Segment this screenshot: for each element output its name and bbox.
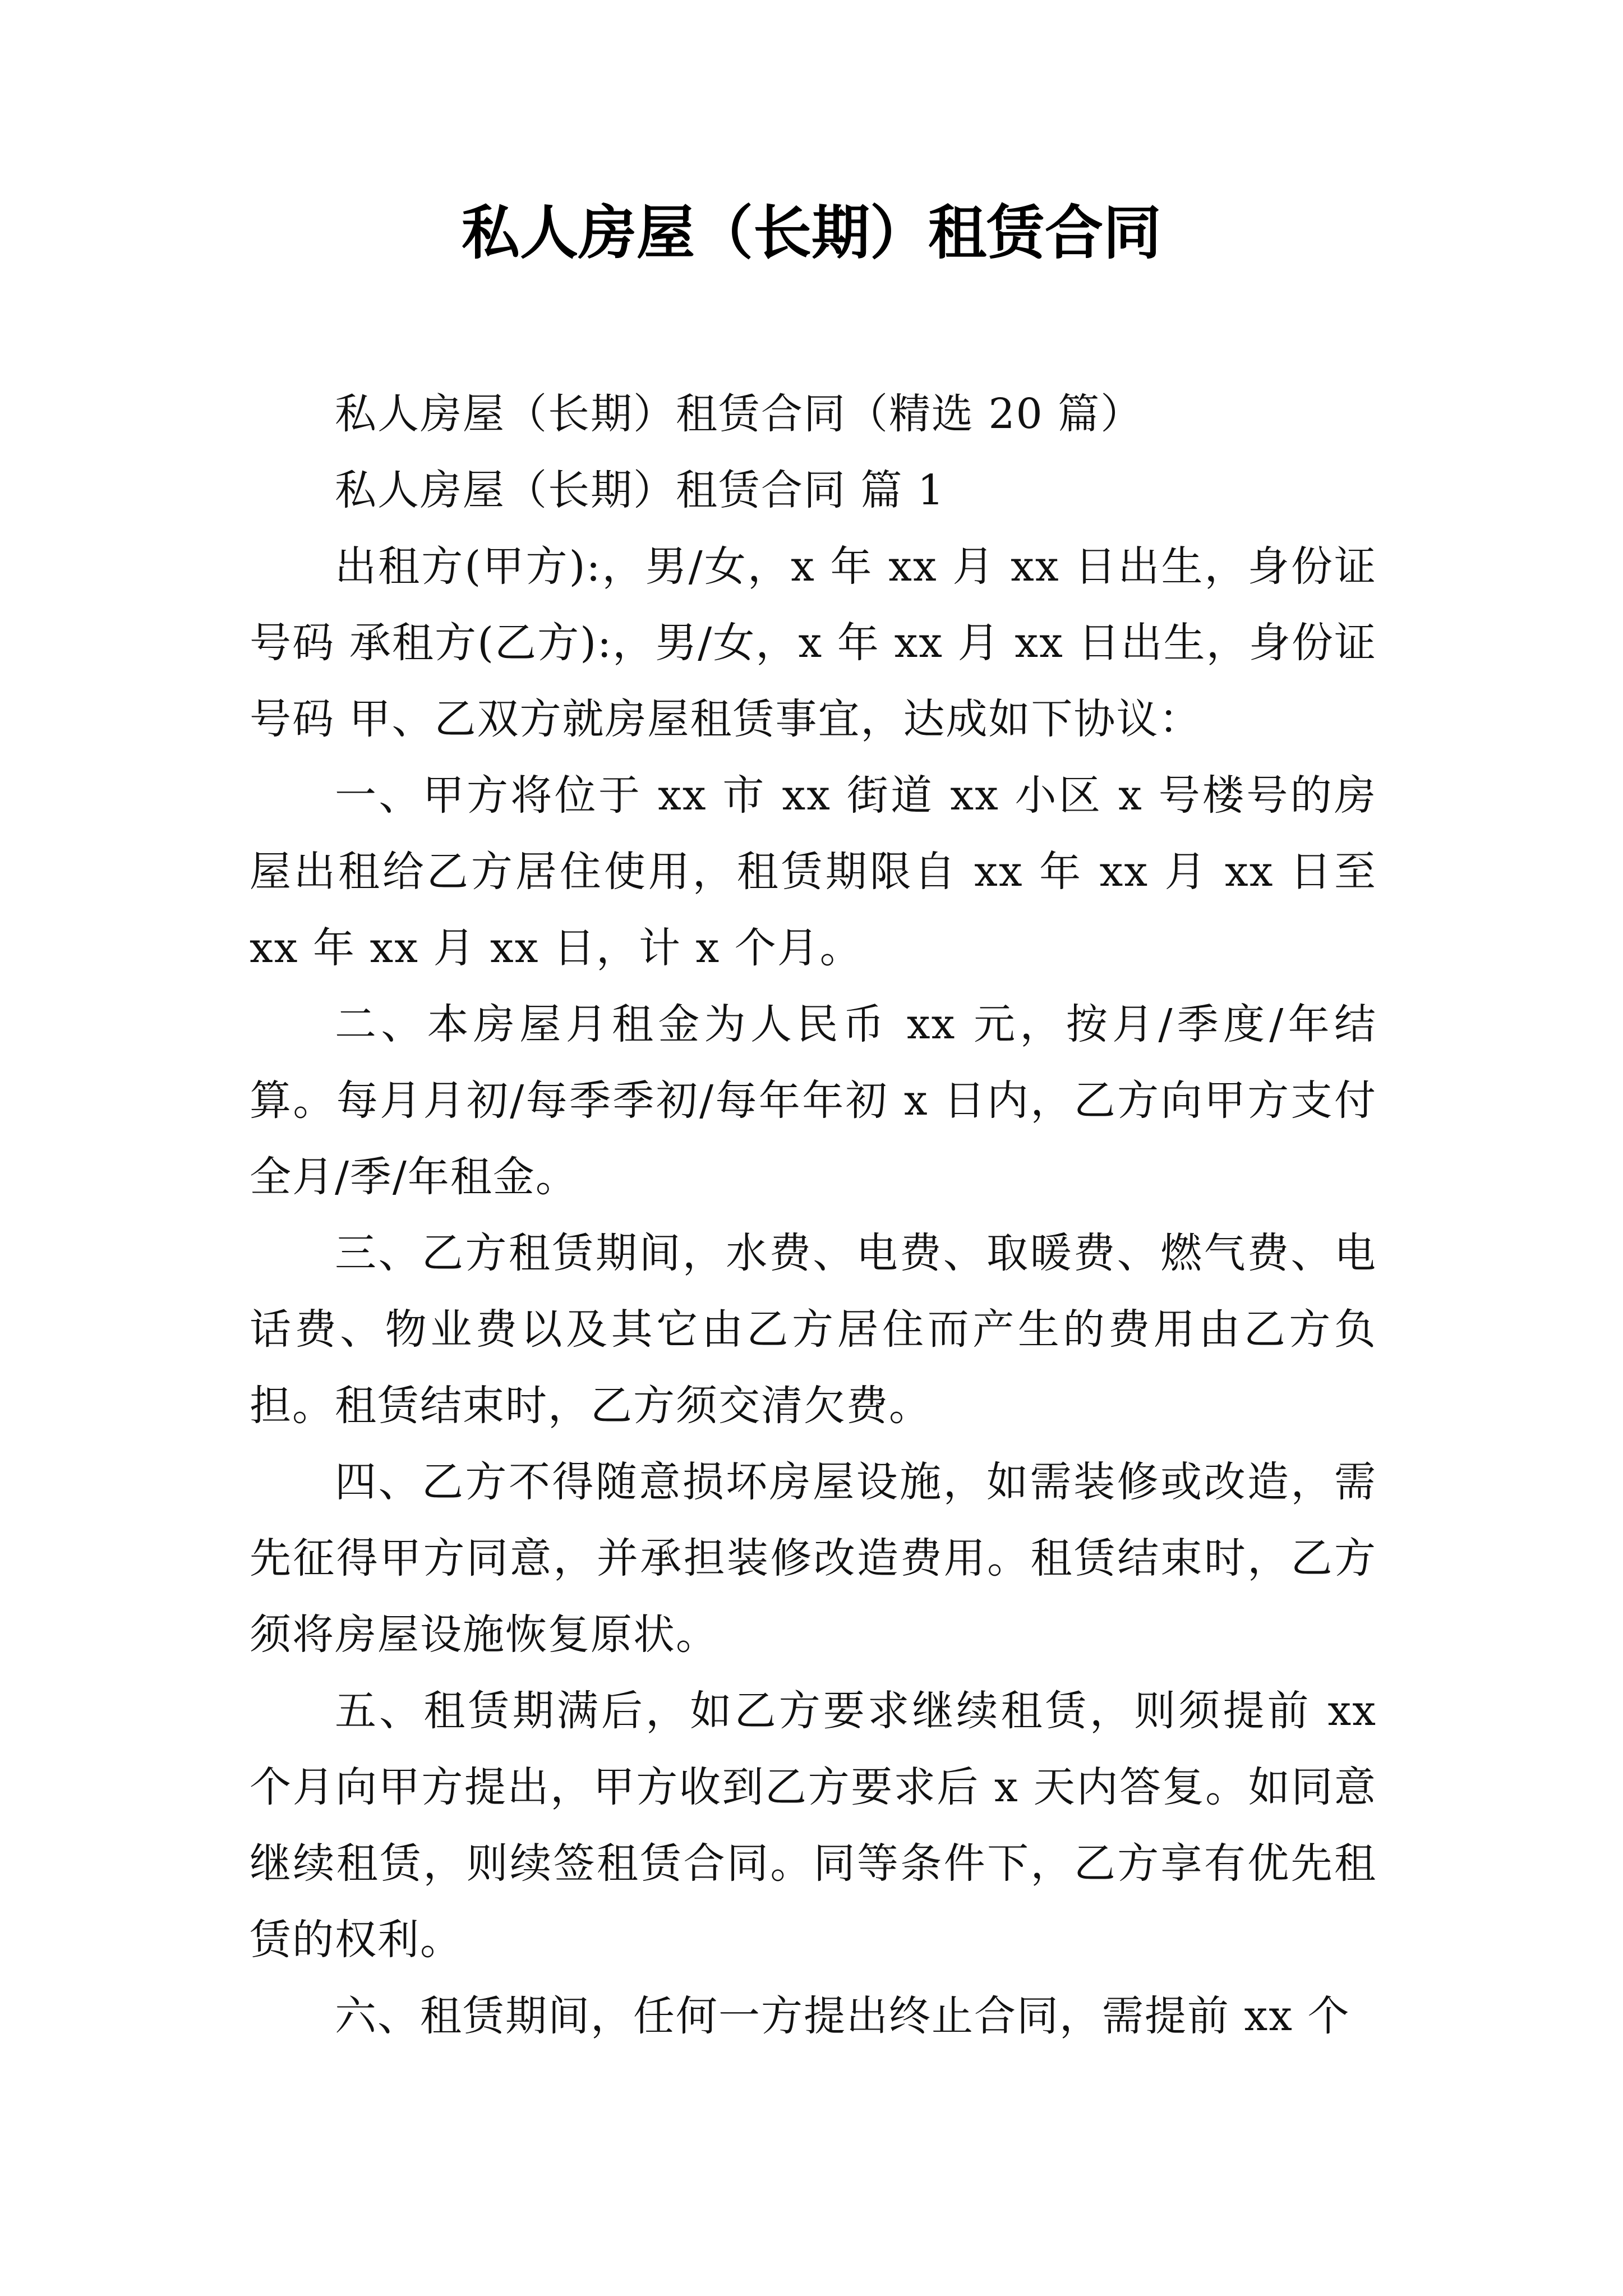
clause-2: 二、本房屋月租金为人民币 xx 元，按月/季度/年结算。每月月初/每季季初/每年年初 x 日内，乙方向甲方支付全月/季/年租金。 — [250, 1000, 1377, 1201]
document-body — [250, 376, 1377, 2054]
document-title: 私人房屋（长期）租赁合同 — [461, 198, 1161, 267]
clause-1: 一、甲方将位于 xx 市 xx 街道 xx 小区 x 号楼号的房屋出租给乙方居住使用，租赁期限自 xx 年 xx 月 xx 日至 xx 年 xx 月 xx 日，计 x 个月。 — [250, 771, 1377, 972]
parties-paragraph: 出租方(甲方):，男/女，x 年 xx 月 xx 日出生，身份证号码 承租方(乙方):，男/女，x 年 xx 月 xx 日出生，身份证号码 甲、乙双方就房屋租赁事宜，达成如下协议： — [250, 542, 1377, 743]
subtitle-paragraph: 私人房屋（长期）租赁合同（精选 20 篇） — [335, 390, 1144, 438]
clause-3: 三、乙方租赁期间，水费、电费、取暖费、燃气费、电话费、物业费以及其它由乙方居住而产生的费用由乙方负担。租赁结束时，乙方须交清欠费。 — [250, 1229, 1377, 1430]
clause-4: 四、乙方不得随意损坏房屋设施，如需装修或改造，需先征得甲方同意，并承担装修改造费用。租赁结束时，乙方须将房屋设施恢复原状。 — [250, 1458, 1377, 1659]
clause-6: 六、租赁期间，任何一方提出终止合同，需提前 xx 个 — [335, 1992, 1350, 2040]
clause-5: 五、租赁期满后，如乙方要求继续租赁，则须提前 xx 个月向甲方提出，甲方收到乙方要求后 x 天内答复。如同意继续租赁，则续签租赁合同。同等条件下，乙方享有优先租赁的权利。 — [250, 1687, 1377, 1964]
section-heading: 私人房屋（长期）租赁合同 篇 1 — [335, 466, 946, 514]
